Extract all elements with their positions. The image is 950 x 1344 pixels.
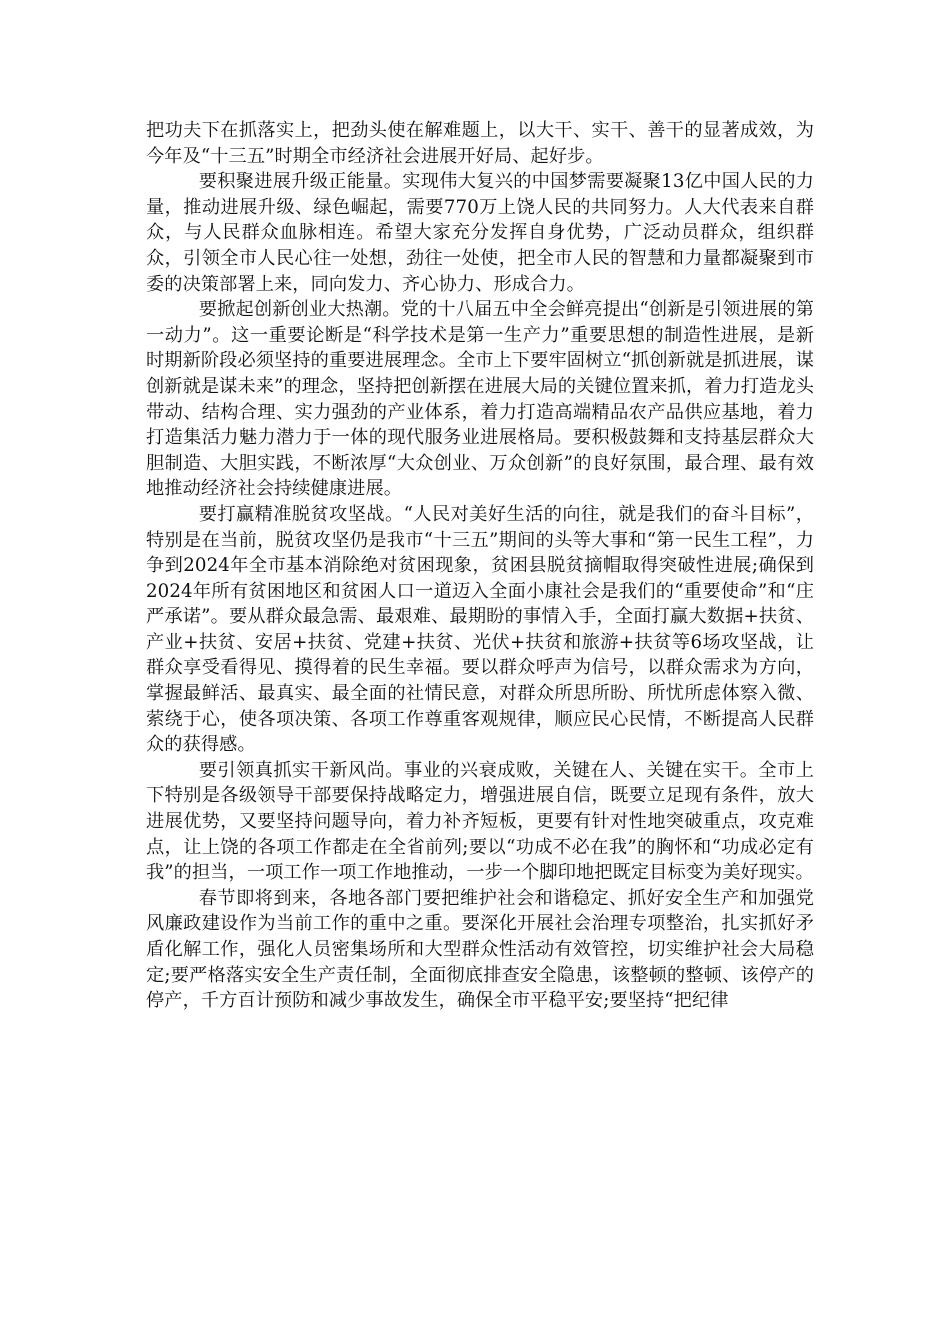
paragraph-intro: 把功夫下在抓落实上，把劲头使在解难题上，以大干、实干、善干的显著成效，为今年及“十三五”时期全市经济社会进展开好局、起好步。 bbox=[146, 120, 814, 167]
document-body bbox=[146, 118, 814, 1014]
paragraph-poverty-alleviation: 要打赢精准脱贫攻坚战。“人民对美好生活的向往，就是我们的奋斗目标”，特别是在当前，脱贫攻坚仍是我市“十三五”期间的头等大事和“第一民生工程”，力争到2024年全市基本消除绝对贫困现象，贫困县脱贫摘帽取得突破性进展;确保到2024年所有贫困地区和贫困人口一道迈入全面小康社会是我们的“重要使命”和“庄严承诺”。要从群众最急需、最艰难、最期盼的事情入手，全面打赢大数据+扶贫、产业+扶贫、安居+扶贫、党建+扶贫、光伏+扶贫和旅游+扶贫等6场攻坚战，让群众享受看得见、摸得着的民生幸福。要以群众呼声为信号，以群众需求为方向，掌握最鲜活、最真实、最全面的社情民意，对群众所思所盼、所忧所虑体察入微、萦绕于心，使各项决策、各项工作尊重客观规律，顺应民心民情，不断提高人民群众的获得感。 bbox=[146, 503, 814, 756]
paragraph-innovation: 要掀起创新创业大热潮。党的十八届五中全会鲜亮提出“创新是引领进展的第一动力”。这一重要论断是“科学技术是第一生产力”重要思想的制造性进展，是新时期新阶段必须坚持的重要进展理念。全市上下要牢固树立“抓创新就是抓进展，谋创新就是谋未来”的理念，坚持把创新摆在进展大局的关键位置来抓，着力打造龙头带动、结构合理、实力强劲的产业体系，着力打造高端精品农产品供应基地，着力打造集活力魅力潜力于一体的现代服务业进展格局。要积极鼓舞和支持基层群众大胆制造、大胆实践，不断浓厚“大众创业、万众创新”的良好氛围，最合理、最有效地推动经济社会持续健康进展。 bbox=[146, 299, 814, 500]
paragraph-practical-work: 要引领真抓实干新风尚。事业的兴衰成败，关键在人、关键在实干。全市上下特别是各级领导干部要保持战略定力，增强进展自信，既要立足现有条件，放大进展优势，又要坚持问题导向，着力补齐短板，更要有针对性地突破重点，攻克难点，让上饶的各项工作都走在全省前列;要以“功成不必在我”的胸怀和“功成必定有我”的担当，一项工作一项工作地推动，一步一个脚印地把既定目标变为美好现实。 bbox=[146, 759, 814, 884]
paragraph-positive-energy: 要积聚进展升级正能量。实现伟大复兴的中国梦需要凝聚13亿中国人民的力量，推动进展升级、绿色崛起，需要770万上饶人民的共同努力。人大代表来自群众，与人民群众血脉相连。希望大家充分发挥自身优势，广泛动员群众，组织群众，引领全市人民心往一处想，劲往一处使，把全市人民的智慧和力量都凝聚到市委的决策部署上来，同向发力、齐心协力、形成合力。 bbox=[146, 171, 814, 295]
paragraph-spring-festival: 春节即将到来，各地各部门要把维护社会和谐稳定、抓好安全生产和加强党风廉政建设作为当前工作的重中之重。要深化开展社会治理专项整治，扎实抓好矛盾化解工作，强化人员密集场所和大型群众性活动有效管控，切实维护社会大局稳定;要严格落实安全生产责任制，全面彻底排查安全隐患，该整顿的整顿、该停产的停产，千方百计预防和减少事故发生，确保全市平稳平安;要坚持“把纪律 bbox=[146, 887, 814, 1012]
